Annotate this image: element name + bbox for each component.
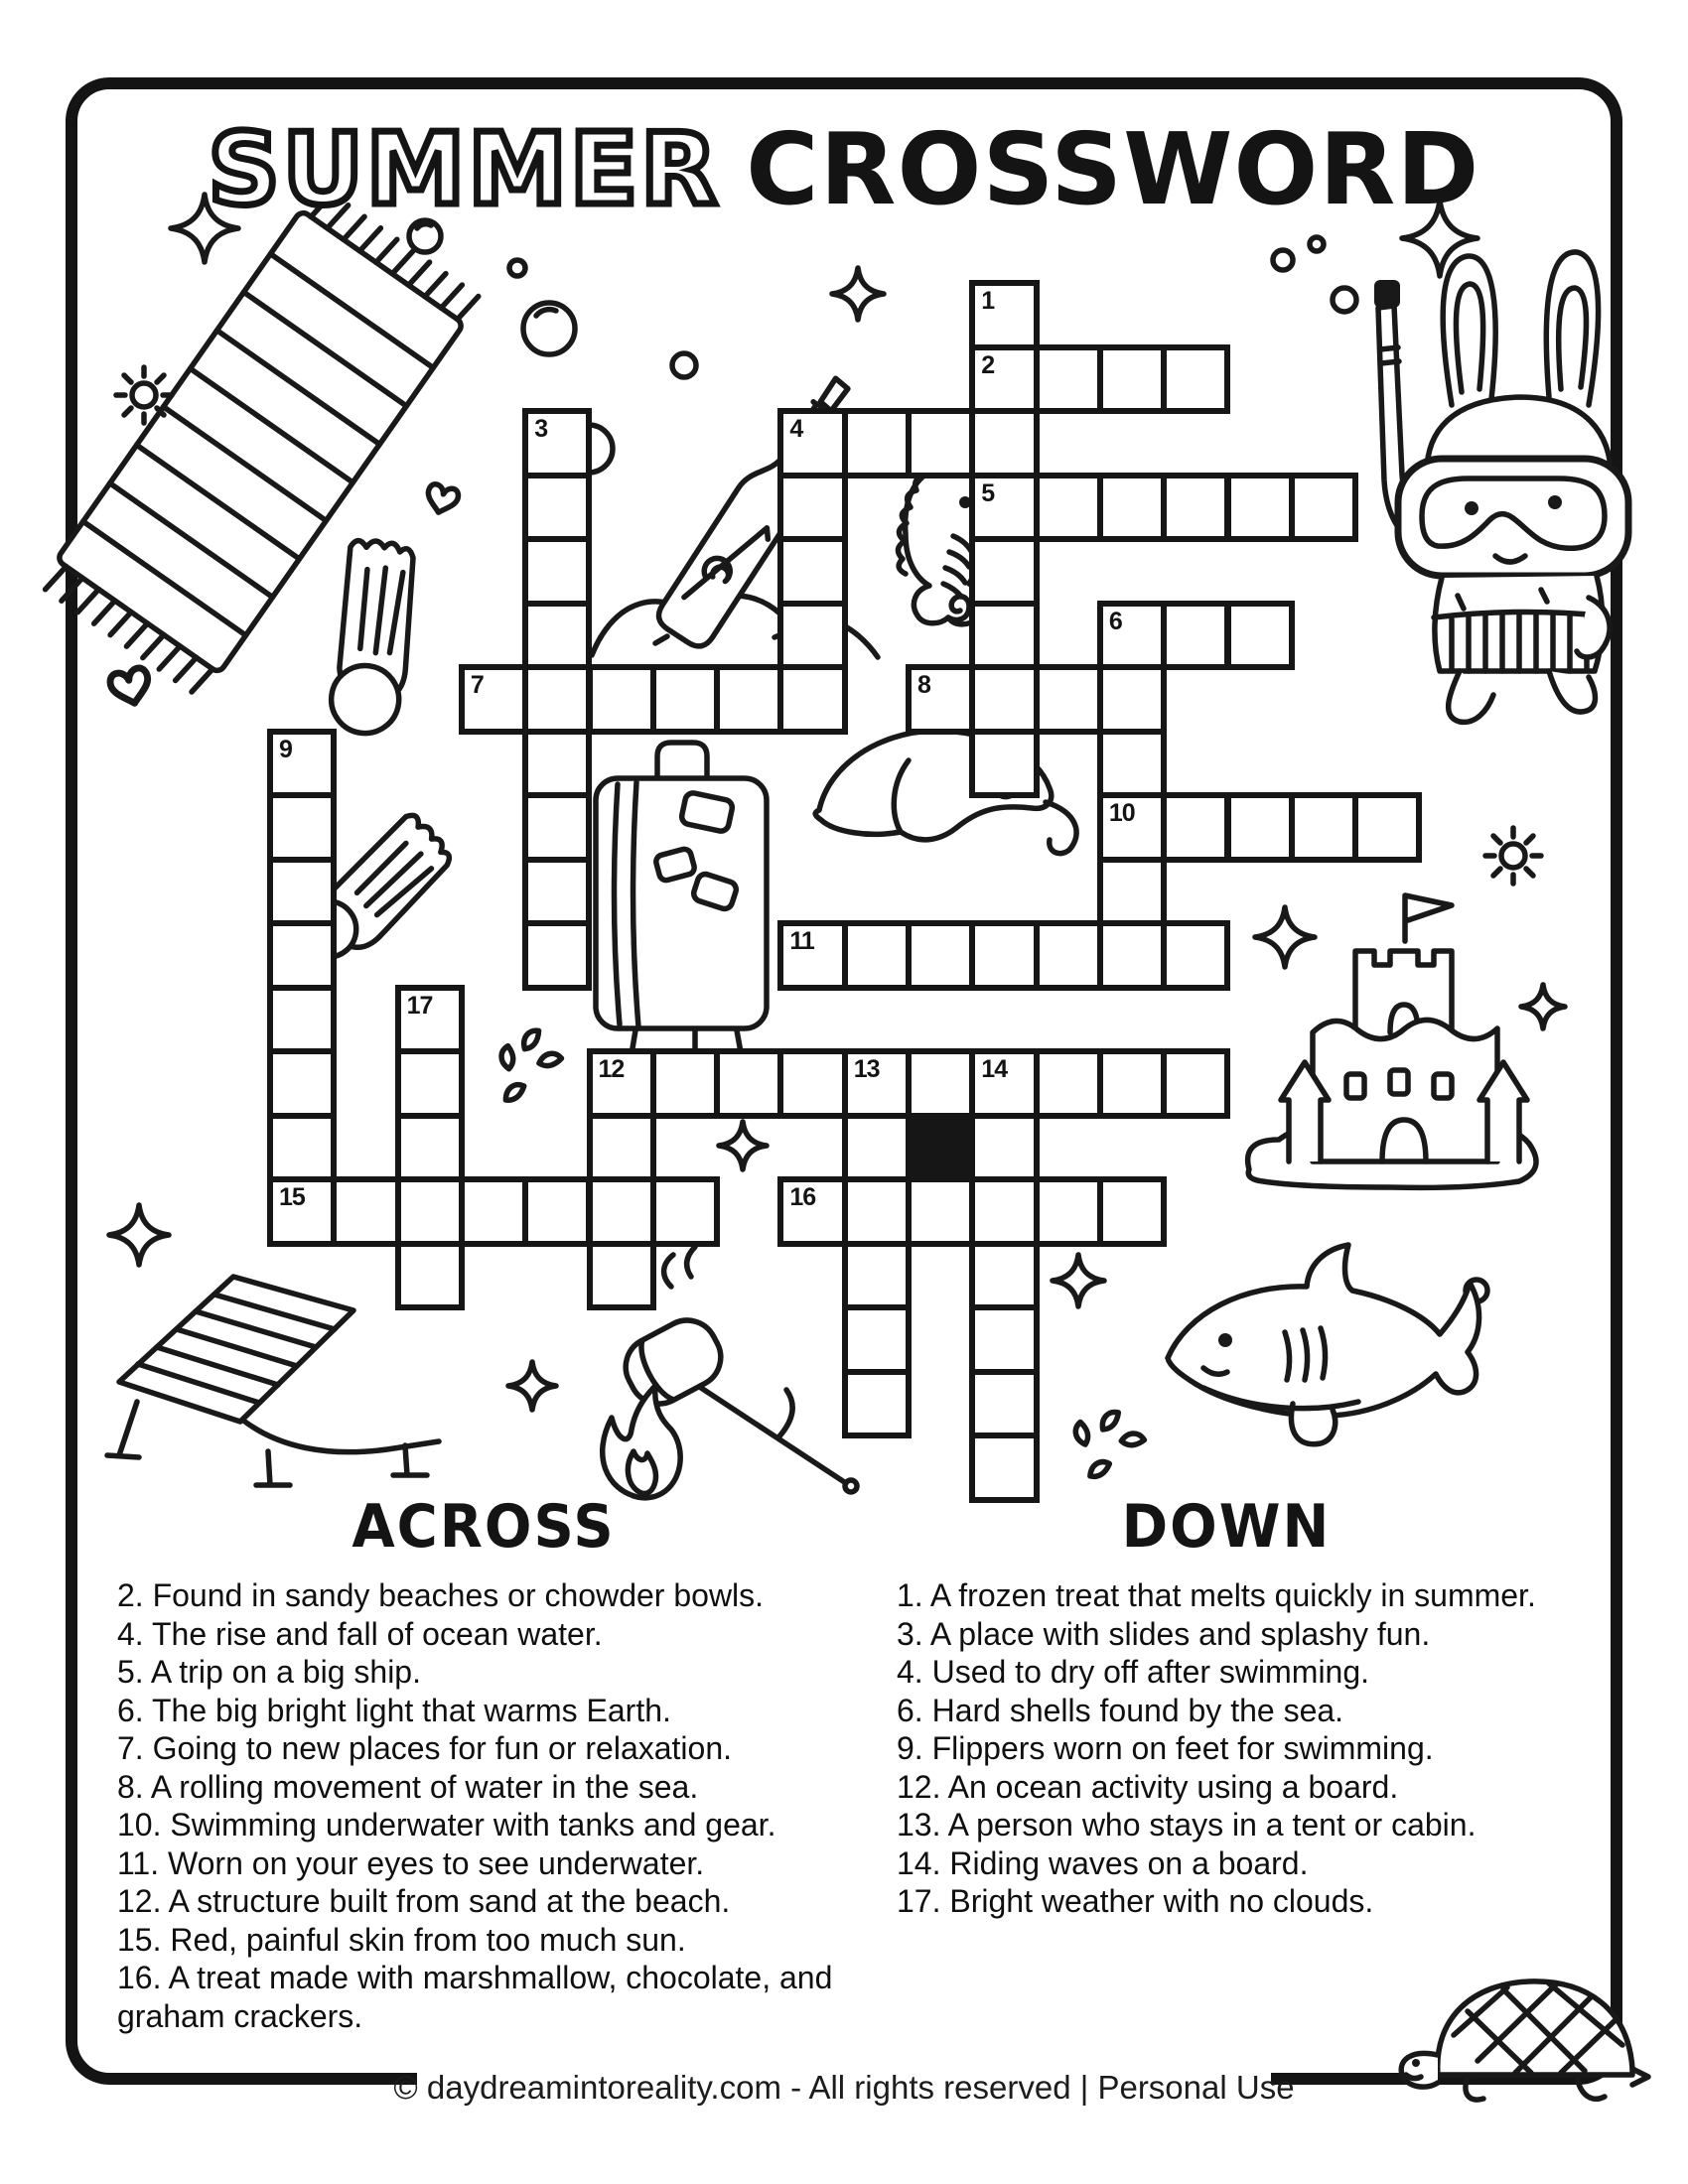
cell-number: 13 [853,1055,880,1083]
grid-cell[interactable] [1100,1051,1164,1116]
grid-cell[interactable] [1037,1179,1100,1244]
grid-cell[interactable] [590,1116,653,1180]
grid-cell[interactable] [398,1179,462,1244]
grid-cell[interactable] [1228,604,1292,668]
grid-cell[interactable] [590,667,653,732]
clue: 12. A structure built from sand at the beach. [117,1883,731,1919]
grid-cell[interactable] [1164,347,1227,412]
cell-number: 7 [470,671,484,699]
grid-cell[interactable] [780,476,844,540]
cell-number: 17 [406,991,433,1020]
grid-cell[interactable] [1037,1051,1100,1116]
grid-cell[interactable] [270,795,334,860]
grid-cell[interactable] [1292,795,1355,860]
footer-text: © daydreamintoreality.com - All rights reserved | Personal Use [393,2069,1295,2106]
grid-cell[interactable] [1100,732,1164,796]
cell-number: 4 [789,415,803,443]
grid-cell[interactable] [780,539,844,604]
black-cell [909,1116,972,1180]
cell-number: 1 [981,287,995,315]
grid-cell[interactable] [1100,923,1164,988]
cell-number: 10 [1108,799,1135,827]
grid-cell[interactable] [525,476,589,540]
grid-cell[interactable] [525,732,589,796]
grid-cell[interactable] [1100,795,1164,860]
grid-cell[interactable] [270,1116,334,1180]
clue: 8. A rolling movement of water in the sea. [117,1768,699,1805]
clue: 2. Found in sandy beaches or chowder bowls. [117,1577,765,1613]
grid-cell[interactable] [909,1051,972,1116]
grid-cell[interactable] [1100,604,1164,668]
grid-cell[interactable] [972,732,1036,796]
grid-cell[interactable] [270,732,334,796]
grid-cell[interactable] [972,1116,1036,1180]
grid-cell[interactable] [590,1244,653,1308]
grid-cell[interactable] [717,667,780,732]
sun-icon [116,367,172,423]
grid-cell[interactable] [525,604,589,668]
grid-cell[interactable] [780,604,844,668]
grid-cell[interactable] [972,923,1036,988]
crossword-grid [270,283,1420,1500]
grid-cell[interactable] [972,1372,1036,1436]
clue: 11. Worn on your eyes to see underwater. [117,1844,705,1881]
grid-cell[interactable] [1100,860,1164,924]
down-heading: DOWN [1121,1493,1332,1562]
across-list [117,1576,860,2035]
grid-cell[interactable] [972,667,1036,732]
grid-cell[interactable] [845,923,909,988]
grid-cell[interactable] [462,1179,525,1244]
clue: 9. Flippers worn on feet for swimming. [897,1730,1434,1766]
grid-cell[interactable] [525,923,589,988]
grid-cell[interactable] [1164,795,1227,860]
grid-cell[interactable] [1100,476,1164,540]
grid-cell[interactable] [590,1051,653,1116]
grid-cell[interactable] [972,1435,1036,1500]
grid-cell[interactable] [525,411,589,476]
grid-cell[interactable] [780,923,844,988]
grid-cell[interactable] [1100,667,1164,732]
grid-cell[interactable] [1164,1051,1227,1116]
grid-cell[interactable] [1037,667,1100,732]
grid-cell[interactable] [398,1051,462,1116]
grid-cell[interactable] [909,923,972,988]
cell-number: 11 [789,927,814,955]
grid-cell[interactable] [780,667,844,732]
clue: 4. The rise and fall of ocean water. [117,1615,603,1652]
grid-cell[interactable] [909,1179,972,1244]
clue: 13. A person who stays in a tent or cabin. [897,1807,1477,1843]
grid-cell[interactable] [1037,923,1100,988]
grid-cell[interactable] [780,1051,844,1116]
clue: 14. Riding waves on a board. [897,1844,1309,1881]
grid-cell[interactable] [398,1116,462,1180]
grid-cell[interactable] [525,860,589,924]
cell-number: 6 [1108,607,1122,635]
title-summer: SUMMER [208,111,721,227]
grid-cell[interactable] [270,988,334,1052]
grid-cell[interactable] [270,1051,334,1116]
grid-cell[interactable] [972,283,1036,347]
cell-number: 14 [981,1055,1008,1083]
grid-cell[interactable] [909,411,972,476]
grid-cell[interactable] [525,1179,589,1244]
grid-cell[interactable] [845,1307,909,1372]
grid-cell[interactable] [972,476,1036,540]
grid-cell[interactable] [1228,795,1292,860]
clue: 7. Going to new places for fun or relaxation. [117,1730,733,1766]
grid-cell[interactable] [909,667,972,732]
grid-cell[interactable] [1100,1179,1164,1244]
grid-cell[interactable] [1164,604,1227,668]
across-heading: ACROSS [352,1493,616,1562]
grid-cell[interactable] [270,923,334,988]
grid-cell[interactable] [717,1051,780,1116]
grid-cell[interactable] [972,1051,1036,1116]
cell-number: 16 [789,1183,816,1211]
grid-cell[interactable] [845,1179,909,1244]
grid-cell[interactable] [653,667,717,732]
title-crossword: CROSSWORD [746,111,1480,227]
sun-icon [1485,828,1541,884]
grid-cell[interactable] [972,1307,1036,1372]
grid-cell[interactable] [1037,476,1100,540]
grid-cell[interactable] [845,1116,909,1180]
grid-cell[interactable] [334,1179,397,1244]
cell-number: 3 [534,415,548,443]
grid-cell[interactable] [270,1179,334,1244]
grid-cell[interactable] [972,411,1036,476]
clue: 16. A treat made with marshmallow, chocolate, and graham crackers. [117,1960,833,2034]
cell-number: 9 [279,735,292,763]
grid-cell[interactable] [972,1244,1036,1308]
cell-number: 2 [981,350,995,379]
cell-number: 8 [917,671,930,699]
clue: 15. Red, painful skin from too much sun. [117,1921,686,1958]
grid-cell[interactable] [525,667,589,732]
down-list [897,1576,1564,1921]
grid-cell[interactable] [1355,795,1419,860]
clue: 5. A trip on a big ship. [117,1654,421,1690]
grid-cell[interactable] [398,1244,462,1308]
clue: 1. A frozen treat that melts quickly in summer. [897,1577,1536,1613]
grid-cell[interactable] [845,411,909,476]
grid-cell[interactable] [525,795,589,860]
grid-cell[interactable] [845,1372,909,1436]
clue: 4. Used to dry off after swimming. [897,1654,1370,1690]
grid-cell[interactable] [1164,923,1227,988]
grid-cell[interactable] [1292,476,1355,540]
cell-number: 15 [279,1183,305,1211]
grid-cell[interactable] [780,1179,844,1244]
clue: 12. An ocean activity using a board. [897,1768,1399,1805]
grid-cell[interactable] [653,1051,717,1116]
page-title [0,111,1688,227]
cell-number: 12 [598,1055,625,1083]
grid-cell[interactable] [845,1244,909,1308]
clue: 3. A place with slides and splashy fun. [897,1615,1431,1652]
grid-cell[interactable] [972,539,1036,604]
clue: 17. Bright weather with no clouds. [897,1883,1374,1919]
clue: 6. Hard shells found by the sea. [897,1692,1344,1728]
grid-cell[interactable] [1100,347,1164,412]
grid-cell[interactable] [972,1179,1036,1244]
grid-cell[interactable] [972,604,1036,668]
grid-cell[interactable] [525,539,589,604]
grid-cell[interactable] [780,411,844,476]
grid-cell[interactable] [398,988,462,1052]
grid-cell[interactable] [270,860,334,924]
clue: 6. The big bright light that warms Earth. [117,1692,671,1728]
grid-cell[interactable] [1228,476,1292,540]
clue: 10. Swimming underwater with tanks and gear. [117,1807,776,1843]
grid-cell[interactable] [1037,347,1100,412]
grid-cell[interactable] [972,347,1036,412]
grid-cell[interactable] [1164,476,1227,540]
cell-number: 5 [981,478,995,507]
grid-cell[interactable] [590,1179,653,1244]
grid-cell[interactable] [845,1051,909,1116]
grid-cell[interactable] [653,1179,717,1244]
grid-cell[interactable] [462,667,525,732]
